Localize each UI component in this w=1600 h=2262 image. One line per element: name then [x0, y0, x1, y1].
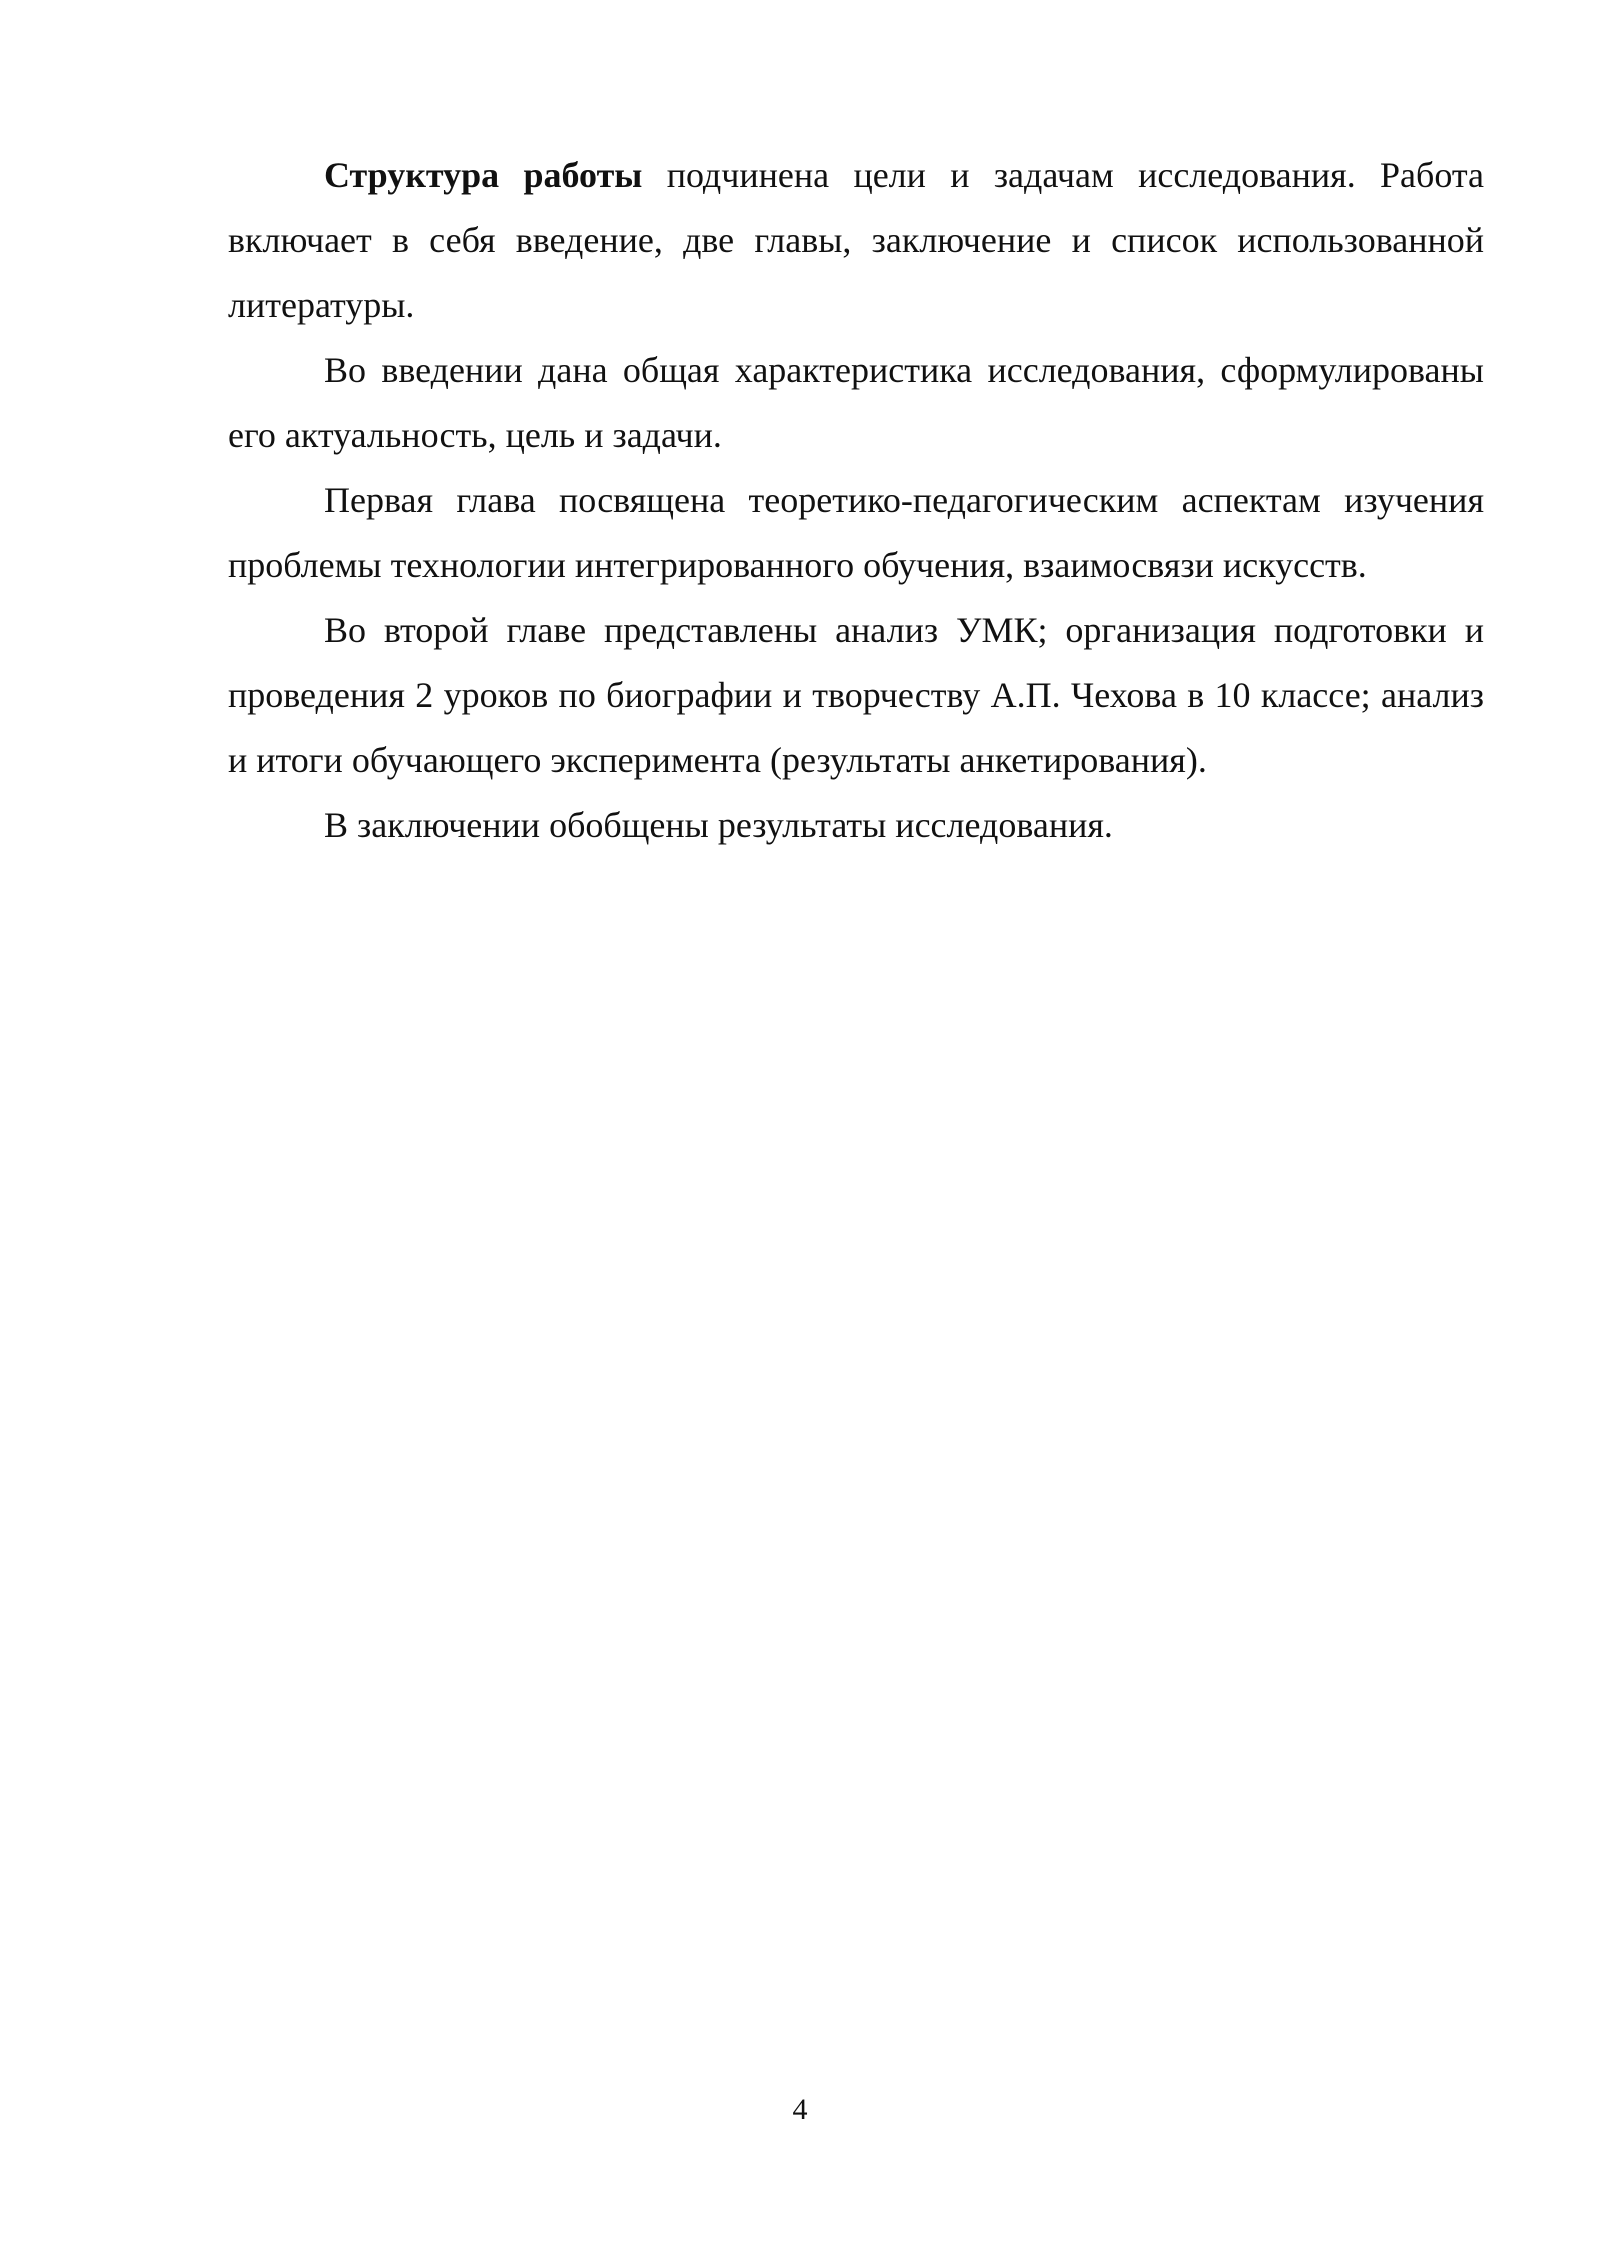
body-text [228, 143, 1484, 858]
paragraph-text: В заключении обобщены результаты исследования. [324, 805, 1113, 845]
paragraph-text: Первая глава посвящена теоретико-педагогическим аспектам изучения проблемы технологии интегрированного обучения, взаимосвязи искусств. [228, 480, 1484, 585]
paragraph-introduction [228, 338, 1484, 468]
page-number: 4 [792, 2093, 808, 2126]
paragraph-text: подчинена цели и задачам исследования. Работа включает в себя введение, две главы, заключение и список использованной литературы. [228, 155, 1485, 325]
paragraph-text: Во введении дана общая характеристика исследования, сформулированы его актуальность, цель и задачи. [228, 350, 1484, 455]
paragraph-structure [228, 143, 1484, 338]
paragraph-chapter-one [228, 468, 1484, 598]
paragraph-text: Во второй главе представлены анализ УМК; организация подготовки и проведения 2 уроков по биографии и творчеству А.П. Чехова в 10 классе; анализ и итоги обучающего эксперимента (результаты анкетирования). [228, 610, 1484, 780]
bold-lead-structure: Структура работы [324, 155, 643, 195]
paragraph-conclusion [228, 793, 1484, 858]
paragraph-chapter-two [228, 598, 1484, 793]
